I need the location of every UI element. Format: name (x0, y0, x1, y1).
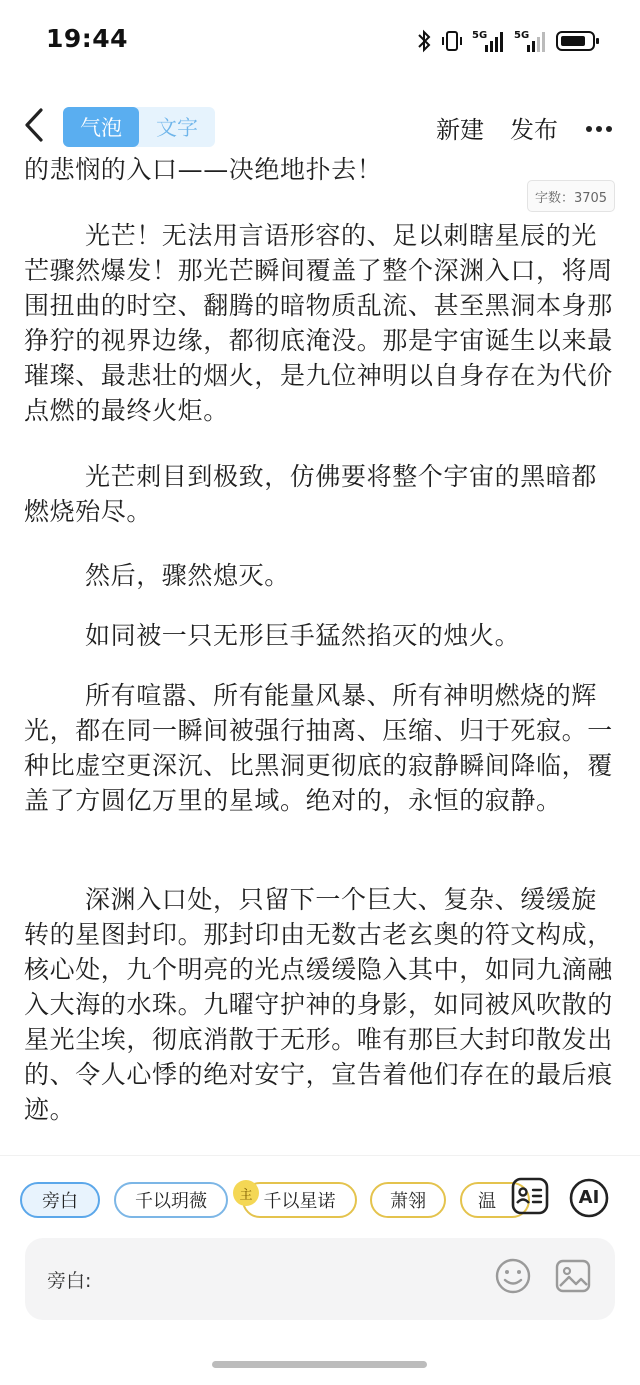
more-dots-icon (585, 118, 613, 137)
emoji-icon (494, 1257, 532, 1299)
paragraph: 如同被一只无形巨手猛然掐灭的烛火。 (85, 621, 521, 650)
chevron-left-icon (23, 107, 45, 147)
tab-text[interactable]: 文字 (156, 116, 198, 140)
emoji-button[interactable] (493, 1258, 533, 1298)
paragraph: 然后，骤然熄灭。 (85, 561, 290, 590)
paragraph: 光芒刺目到极致，仿佛要将整个宇宙的黑暗都燃烧殆尽。 (24, 462, 598, 526)
network-label-1: 5G (472, 30, 488, 41)
bottom-panel (0, 1155, 640, 1385)
ai-button[interactable] (569, 1178, 609, 1218)
mode-switch (63, 107, 215, 147)
role-chip-narration[interactable]: 旁白 (20, 1182, 100, 1218)
status-icons (416, 26, 600, 56)
network-label-2: 5G (514, 30, 530, 41)
paragraph: 所有喧嚣、所有能量风暴、所有神明燃烧的辉光，都在同一瞬间被强行抽离、压缩、归于死寂。一种比虚空更深沉、比黑洞更彻底的寂静瞬间降临，覆盖了方圆亿万里的星域。绝对的，永恒的寂静。 (24, 681, 613, 815)
tab-bubble[interactable]: 气泡 (63, 107, 139, 147)
nav-bar (0, 96, 640, 160)
5g-signal-icon (472, 28, 506, 54)
5g-signal-icon (514, 28, 548, 54)
role-chip[interactable]: 千以玥薇 (114, 1182, 228, 1218)
input-role-label: 旁白: (47, 1270, 92, 1292)
paragraph: 光芒！无法用言语形容的、足以刺瞎星辰的光芒骤然爆发！那光芒瞬间覆盖了整个深渊入口，将周围扭曲的时空、翻腾的暗物质乱流、甚至黑洞本身那狰狞的视界边缘，都彻底淹没。那是宇宙诞生以来最璀璨、最悲壮的烟火，是九位神明以自身存在为代价点燃的最终火炬。 (24, 221, 613, 425)
editor-content[interactable] (0, 155, 640, 1155)
vibrate-icon (440, 29, 464, 53)
more-button[interactable] (584, 112, 614, 142)
home-indicator[interactable] (212, 1361, 427, 1368)
new-button[interactable]: 新建 (436, 116, 484, 144)
message-input-box (25, 1238, 615, 1320)
role-chip[interactable]: 萧翎 (370, 1182, 446, 1218)
word-count-badge: 字数：3705 (527, 180, 615, 212)
role-chip[interactable]: 温 (460, 1182, 530, 1218)
battery-icon (556, 29, 600, 53)
role-chip-list (20, 1180, 496, 1222)
character-card-button[interactable] (510, 1178, 550, 1218)
role-chip[interactable]: 千以星诺 (242, 1182, 357, 1218)
image-button[interactable] (553, 1258, 593, 1298)
paragraph: 深渊入口处，只留下一个巨大、复杂、缓缓旋转的星图封印。那封印由无数古老玄奥的符文构成，核心处，九个明亮的光点缓缓隐入其中，如同九滴融入大海的水珠。九曜守护神的身影，如同被风吹散的星光尘埃，彻底消散于无形。唯有那巨大封印散发出的、令人心悸的绝对安宁，宣告着他们存在的最后痕迹。 (24, 885, 613, 1124)
back-button[interactable] (16, 104, 52, 150)
bluetooth-icon (416, 29, 432, 53)
cut-off-line: 的悲悯的入口——决绝地扑去！ (24, 155, 383, 184)
publish-button[interactable]: 发布 (510, 116, 558, 144)
image-icon (554, 1257, 592, 1299)
ai-icon (569, 1178, 609, 1218)
ai-label: AI (578, 1187, 600, 1208)
character-card-icon (510, 1176, 550, 1220)
message-input[interactable] (105, 1258, 485, 1298)
status-bar (0, 0, 640, 80)
status-time: 19:44 (46, 24, 129, 53)
main-role-badge: 主 (233, 1180, 259, 1206)
